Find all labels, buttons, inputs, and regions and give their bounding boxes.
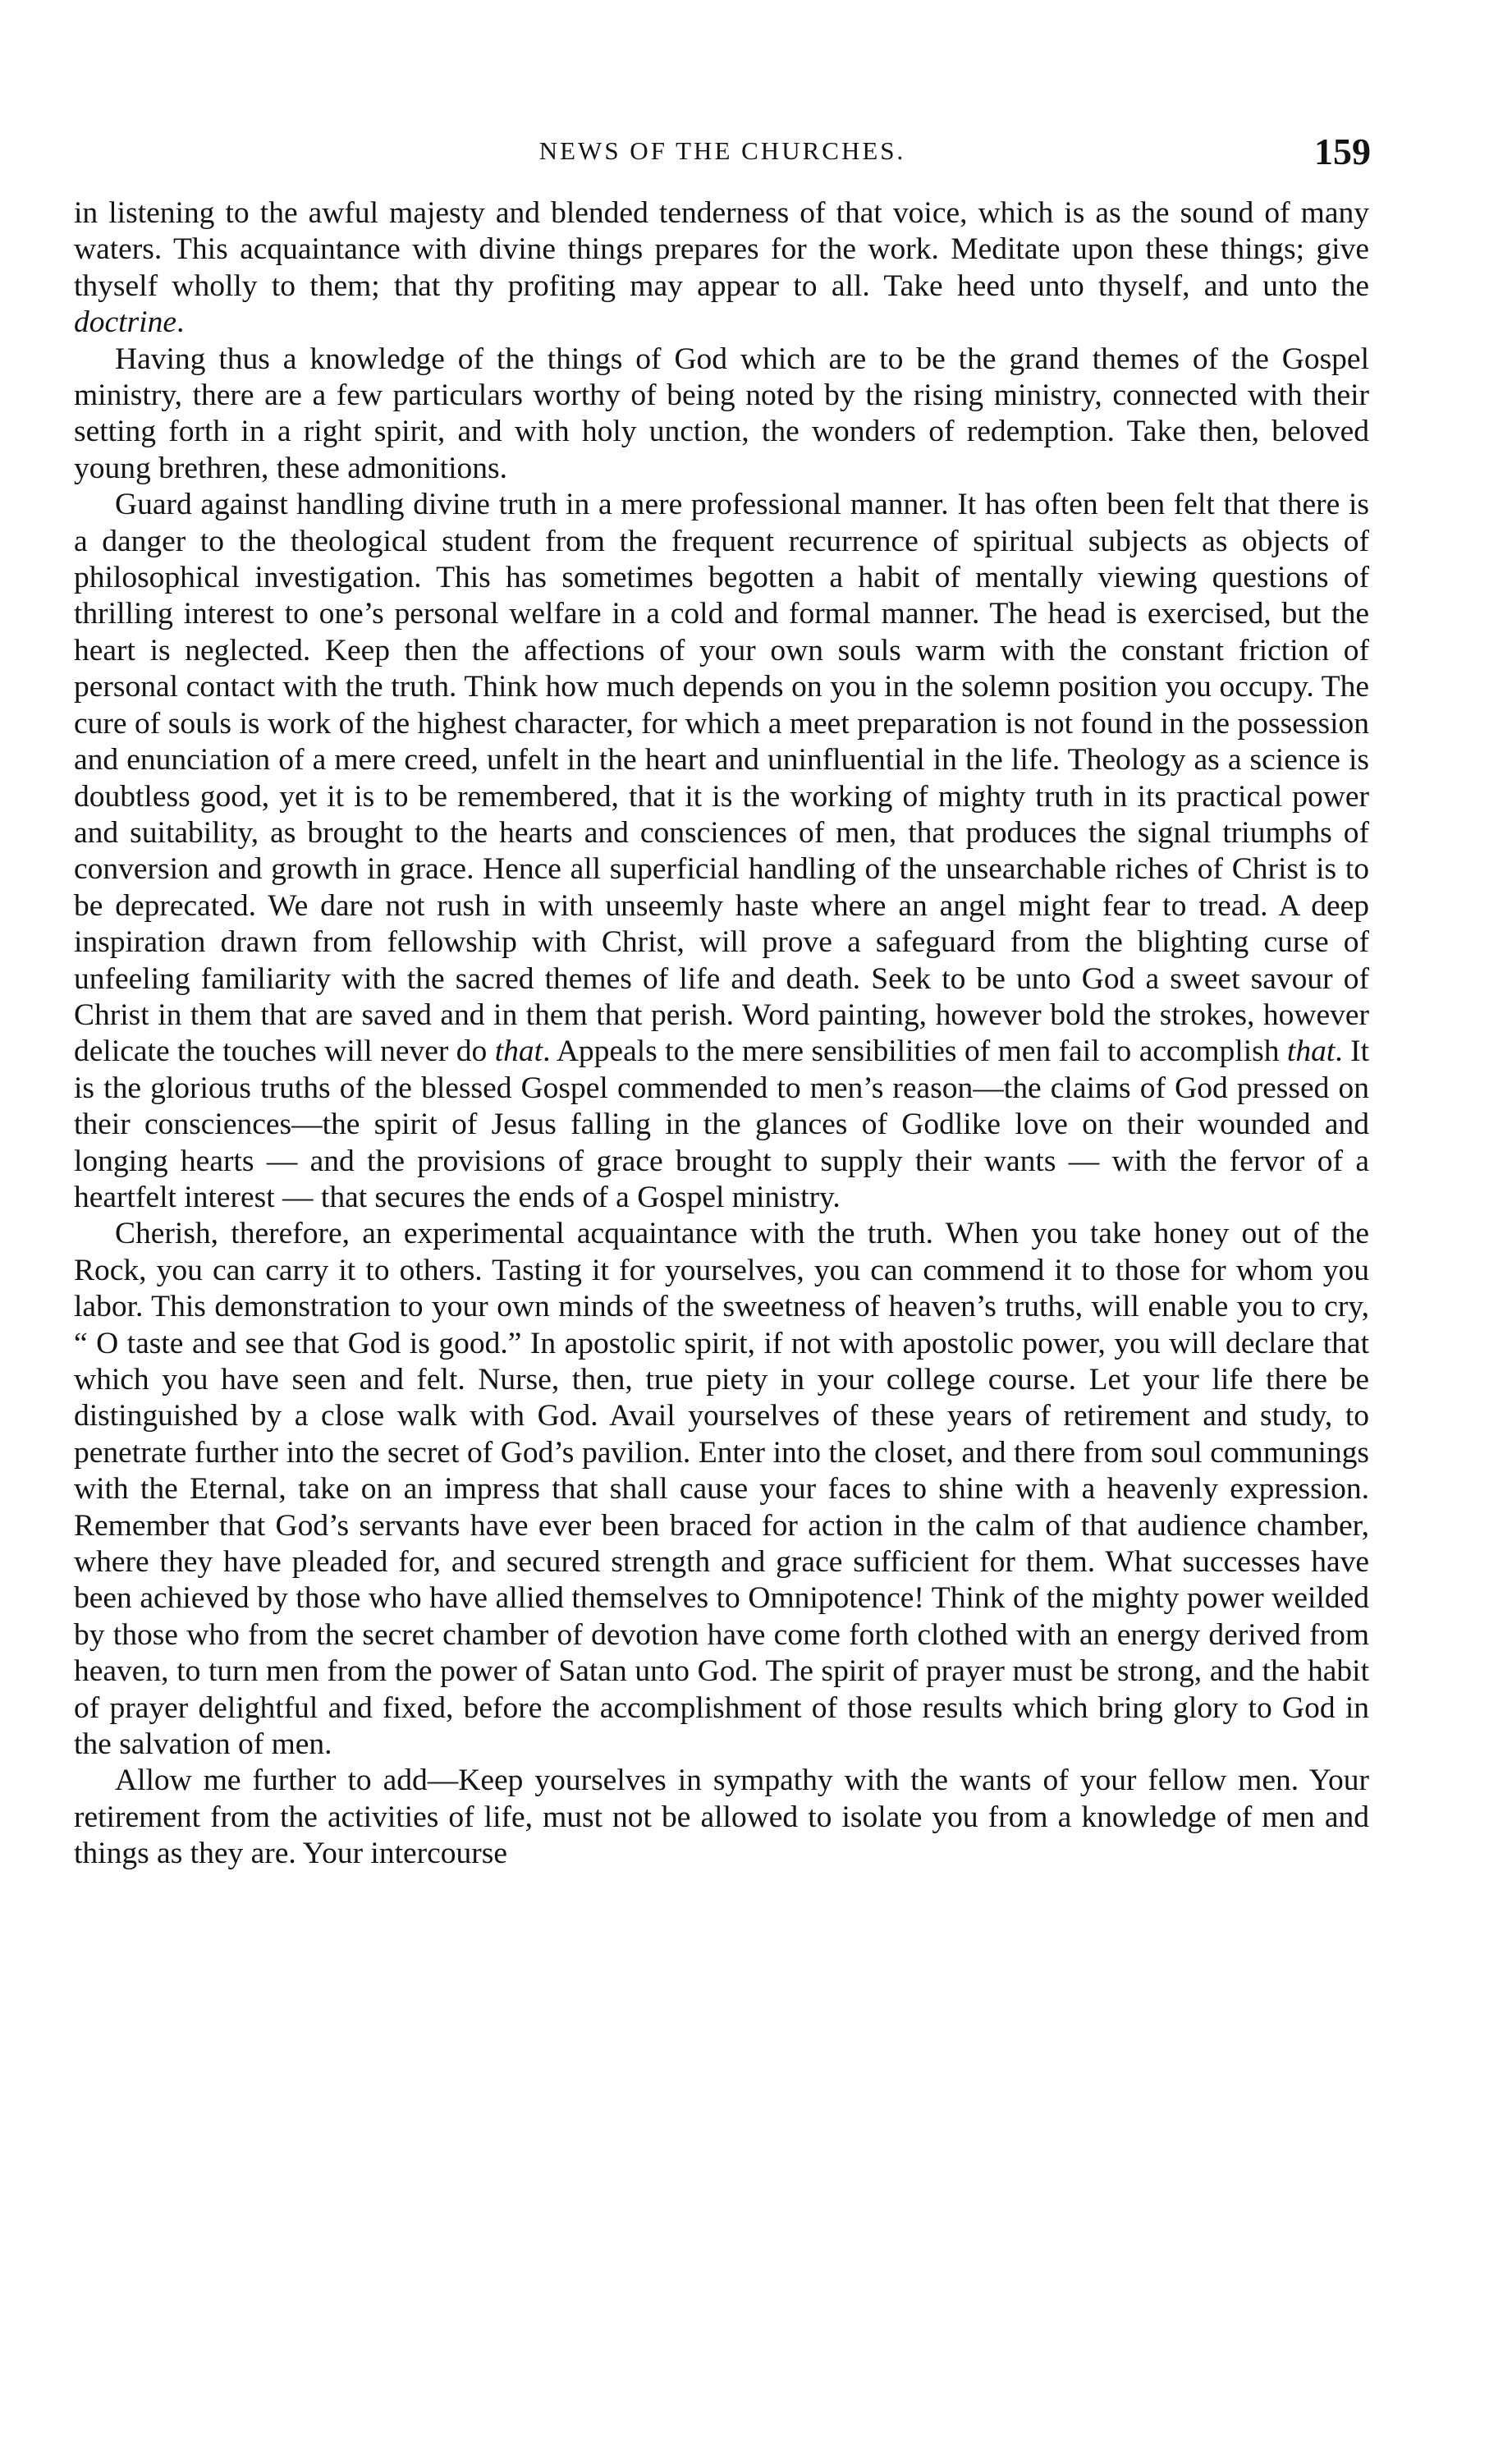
- paragraph-3-end: . It is the glorious truths of the blessed Gospel commended to men’s reason—the claims of God pressed on their consciences—the spirit of Jesus falling in the glances of Godlike love on their wounded and longing hearts — and the provisions of grace brought to supply their wants — with the fervor of a heartfelt interest — that secures the ends of a Gospel ministry.: [74, 1034, 1369, 1214]
- paragraph-1-text: in listening to the awful majesty and blended tenderness of that voice, which is as the sound of many waters. This acquaintance with divine things prepares for the work. Meditate upon these things; give thyself wholly to them; that thy profiting may appear to all. Take heed unto thyself, and unto the: [74, 196, 1369, 303]
- paragraph-1-emphasis: doctrine: [74, 305, 176, 340]
- paragraph-1: [74, 195, 1369, 342]
- paragraph-4-text: Cherish, therefore, an experimental acquaintance with the truth. When you take honey out of the Rock, you can carry it to others. Tasting it for yourselves, you can commend it to those for whom you labor. This demonstration to your own minds of the sweetness of heaven’s truths, will enable you to cry, “ O taste and see that God is good.” In apostolic spirit, if not with apostolic power, you will declare that which you have seen and felt. Nurse, then, true piety in your college course. Let your life there be distinguished by a close walk with God. Avail yourselves of these years of retirement and study, to penetrate further into the secret of God’s pavilion. Enter into the closet, and there from soul communings with the Eternal, take on an impress that shall cause your faces to shine with a heavenly expression. Remember that God’s servants have ever been braced for action in the calm of that audience chamber, where they have pleaded for, and secured strength and grace sufficient for them. What successes have been achieved by those who have allied themselves to Omnipotence! Think of the mighty power weilded by those who from the secret chamber of devotion have come forth clothed with an energy derived from heaven, to turn men from the power of Satan unto God. The spirit of prayer must be strong, and the habit of prayer delightful and fixed, before the accomplishment of those results which bring glory to God in the salvation of men.: [74, 1217, 1369, 1762]
- paragraph-3-emphasis: that: [494, 1034, 543, 1069]
- paragraph-3-middle: . Appeals to the mere sensibilities of men fail to accomplish: [543, 1034, 1287, 1069]
- paragraph-1-end: .: [176, 305, 185, 340]
- paragraph-5: [74, 1763, 1369, 1872]
- body-text: [74, 195, 1369, 1873]
- paragraph-5-text: Allow me further to add—Keep yourselves in sympathy with the wants of your fellow men. Your retirement from the activities of life, must not be allowed to isolate you from a knowledge of men and things as they are. Your intercourse: [74, 1764, 1369, 1871]
- paragraph-4: [74, 1216, 1369, 1763]
- page-number: 159: [1314, 131, 1371, 172]
- paragraph-2-text: Having thus a knowledge of the things of God which are to be the grand themes of the Gospel ministry, there are a few particulars worthy of being noted by the rising ministry, connected with their setting forth in a right spirit, and with holy unction, the wonders of redemption. Take then, beloved young brethren, these admonitions.: [74, 342, 1369, 485]
- paragraph-3-text: Guard against handling divine truth in a mere professional manner. It has often been felt that there is a danger to the theological student from the frequent recurrence of spiritual subjects as objects of philosophical investigation. This has sometimes begotten a habit of mentally viewing questions of thrilling interest to one’s personal welfare in a cold and formal manner. The head is exercised, but the heart is neglected. Keep then the affections of your own souls warm with the constant friction of personal contact with the truth. Think how much depends on you in the solemn position you occupy. The cure of souls is work of the highest character, for which a meet preparation is not found in the possession and enunciation of a mere creed, unfelt in the heart and uninfluential in the life. Theology as a science is doubtless good, yet it is to be remembered, that it is the working of mighty truth in its practical power and suitability, as brought to the hearts and consciences of men, that produces the signal triumphs of conversion and growth in grace. Hence all superficial handling of the unsearchable riches of Christ is to be deprecated. We dare not rush in with unseemly haste where an angel might fear to tread. A deep inspiration drawn from fellowship with Christ, will prove a safeguard from the blighting curse of unfeeling familiarity with the sacred themes of life and death. Seek to be unto God a sweet savour of Christ in them that are saved and in them that perish. Word painting, however bold the strokes, however delicate the touches will never do: [74, 488, 1369, 1069]
- running-head: [74, 130, 1371, 179]
- paragraph-3-emphasis-2: that: [1286, 1034, 1336, 1069]
- paragraph-2: [74, 342, 1369, 488]
- paragraph-3: [74, 487, 1369, 1216]
- running-head-title: NEWS OF THE CHURCHES.: [538, 136, 906, 165]
